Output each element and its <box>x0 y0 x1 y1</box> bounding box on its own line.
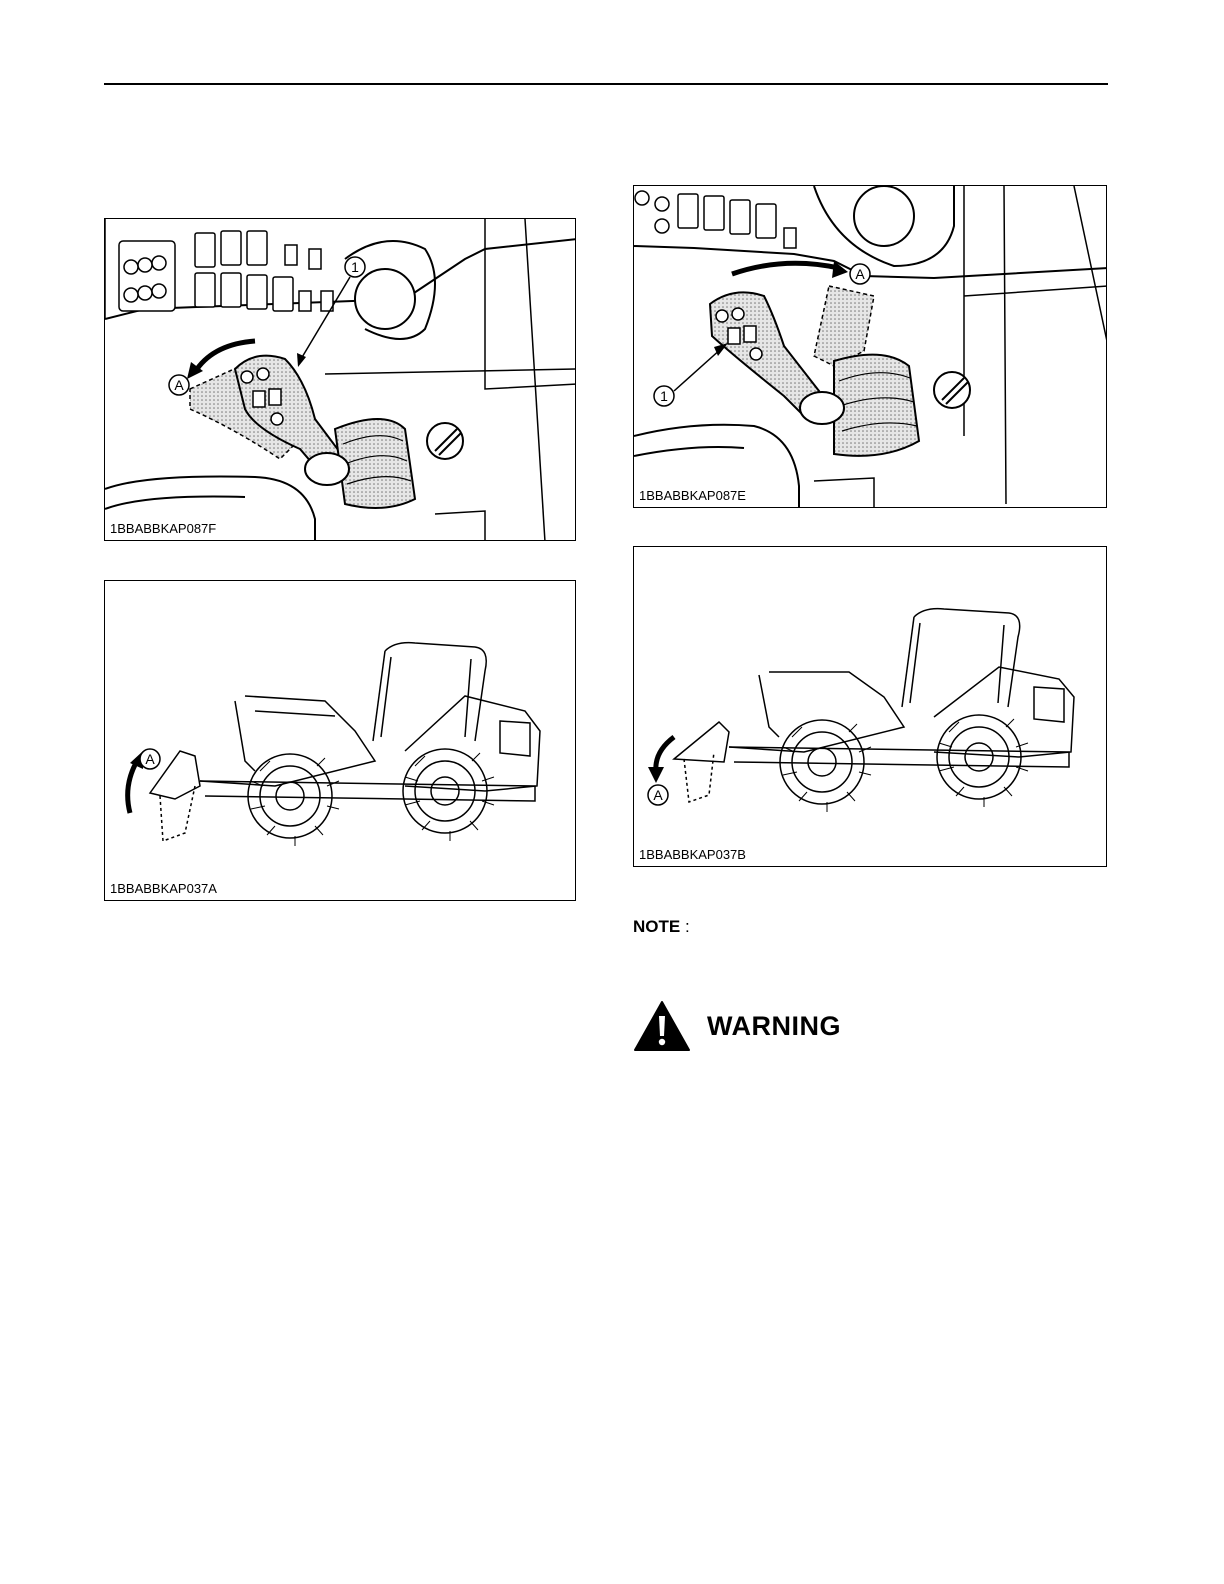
arrow-a-label: A <box>653 787 663 803</box>
warning-title: WARNING <box>707 1010 841 1041</box>
figure-loader-rollback <box>104 580 576 901</box>
arrow-a-label: A <box>174 377 184 393</box>
arrow-a-label: A <box>855 266 865 282</box>
note-label: NOTE <box>633 917 681 936</box>
callout-1-label: 1 <box>351 259 359 275</box>
figure-code: 1BBABBKAP087E <box>639 488 746 503</box>
callout-1-label: 1 <box>660 388 668 404</box>
note-heading <box>633 917 690 937</box>
loader-rollback-illustration <box>105 581 576 901</box>
header-rule <box>104 83 1108 85</box>
warning-heading <box>633 1000 841 1052</box>
figure-lever-back <box>104 218 576 541</box>
warning-triangle-icon <box>633 1000 691 1052</box>
figure-code: 1BBABBKAP037B <box>639 847 746 862</box>
loader-dump-illustration <box>634 547 1107 867</box>
figure-code: 1BBABBKAP087F <box>110 521 217 536</box>
arrow-a-label: A <box>145 751 155 767</box>
figure-code: 1BBABBKAP037A <box>110 881 217 896</box>
note-colon: : <box>684 917 690 936</box>
lever-forward-illustration <box>634 186 1107 508</box>
figure-lever-forward <box>633 185 1107 508</box>
figure-loader-dump <box>633 546 1107 867</box>
lever-back-illustration <box>105 219 576 541</box>
